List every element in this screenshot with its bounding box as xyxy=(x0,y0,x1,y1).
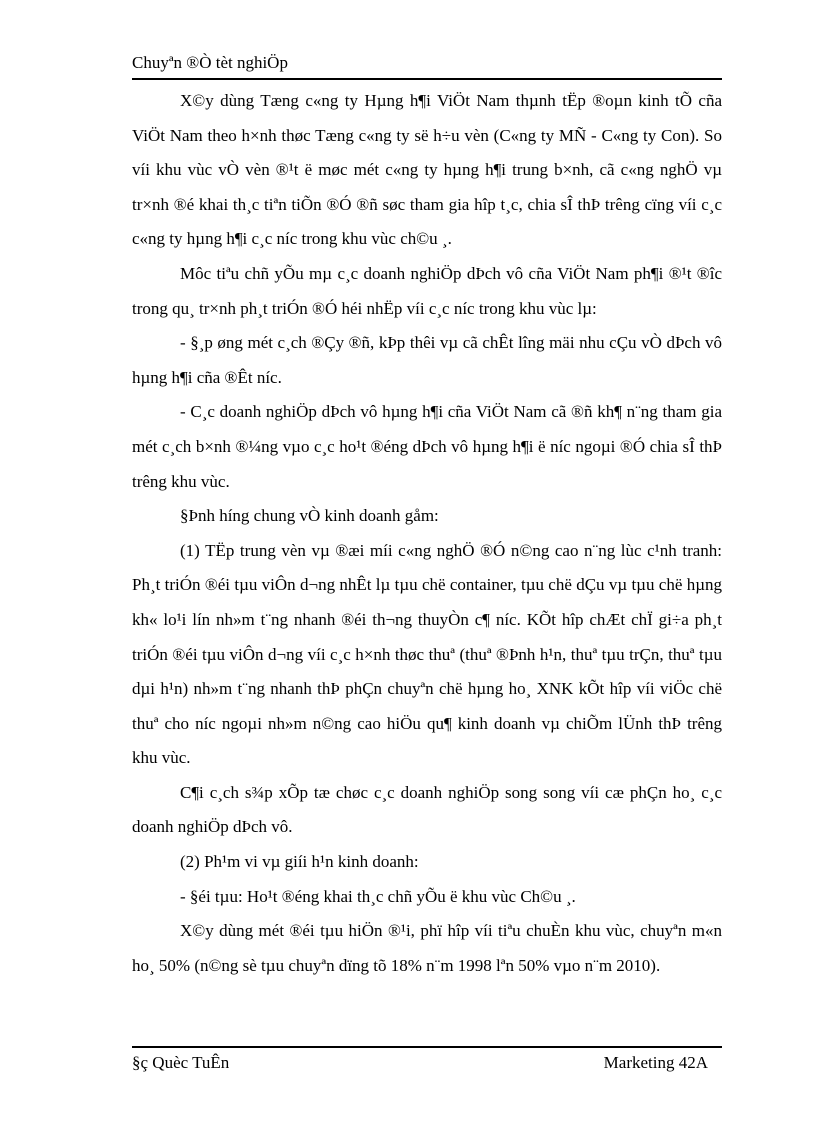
paragraph-organization: X©y dùng Tæng c«ng ty Hµng h¶i ViÖt Nam thµnh tËp ®oµn kinh tÕ cña ViÖt Nam theo h×nh thøc Tæng c«ng ty së h÷u vèn (C«ng ty MÑ - C«ng ty Con). So víi khu vùc vÒ vèn ®¹t ë møc mét c«ng ty hµng h¶i trung b×nh, cã c«ng nghÖ vµ tr×nh ®é khai th¸c tiªn tiÕn ®Ó ®ñ søc tham gia hîp t¸c, chia sÎ thÞ trêng cïng víi c¸c c«ng ty hµng h¶i c¸c níc trong khu vùc ch©u ¸. xyxy=(132,91,722,249)
paragraph-fleet: - §éi tµu: Ho¹t ®éng khai th¸c chñ yÕu ë khu vùc Ch©u ¸. xyxy=(180,886,576,906)
footer-author: §ç Quèc TuÊn xyxy=(132,1053,230,1072)
paragraph-restructuring: C¶i c¸ch s¾p xÕp tæ chøc c¸c doanh nghiÖp song song víi cæ phÇn ho¸ c¸c doanh nghiÖp dÞch vô. xyxy=(132,782,722,837)
document-body xyxy=(132,84,722,983)
paragraph-objective-1: - §¸p øng mét c¸ch ®Çy ®ñ, kÞp thêi vµ cã chÊt lîng mäi nhu cÇu vÒ dÞch vô hµng h¶i cña ®Êt níc. xyxy=(132,333,722,387)
page-footer xyxy=(132,1046,722,1078)
page-header xyxy=(132,52,722,80)
paragraph-objectives: Môc tiªu chñ yÕu mµ c¸c doanh nghiÖp dÞch vô cña ViÖt Nam ph¶i ®¹t ®îc trong qu¸ tr×nh ph¸t triÓn ®Ó héi nhËp víi c¸c níc trong khu vùc lµ: xyxy=(132,263,722,318)
paragraph-direction-2: (2) Ph¹m vi vµ giíi h¹n kinh doanh: xyxy=(180,852,419,872)
paragraph-fleet-modernization: X©y dùng mét ®éi tµu hiÖn ®¹i, phï hîp víi tiªu chuÈn khu vùc, chuyªn m«n ho¸ 50% (n©ng sè tµu chuyªn dïng tõ 18% n¨m 1998 lªn 50% vµo n¨m 2010). xyxy=(132,921,722,975)
paragraph-objective-2: - C¸c doanh nghiÖp dÞch vô hµng h¶i cña ViÖt Nam cã ®ñ kh¶ n¨ng tham gia mét c¸ch b×nh ®¼ng vµo c¸c ho¹t ®éng dÞch vô hµng h¶i ë níc ngoµi ®Ó chia sÎ thÞ trêng khu vùc. xyxy=(132,402,722,491)
footer-course: Marketing 42A xyxy=(603,1053,708,1072)
paragraph-direction-1: (1) TËp trung vèn vµ ®æi míi c«ng nghÖ ®Ó n©ng cao n¨ng lùc c¹nh tranh: Ph¸t triÓn ®éi tµu viÔn d¬ng nhÊt lµ tµu chë container, tµu chë dÇu vµ tµu chë hµng kh« lo¹i lín nh»m t¨ng nhanh ®éi th¬ng thuyÒn c¶ níc. KÕt hîp chÆt chÏ gi÷a ph¸t triÓn ®éi tµu viÔn d¬ng víi c¸c h×nh thøc thuª (thuª ®Þnh h¹n, thuª tµu trÇn, thuª tµu dµi h¹n) nh»m t¨ng nhanh thÞ phÇn chuyªn chë hµng ho¸ XNK kÕt hîp víi viÖc chë thuª cho níc ngoµi nh»m n©ng cao hiÖu qu¶ kinh doanh vµ chiÕm lÜnh thÞ trêng khu vùc. xyxy=(132,540,722,768)
document-title: Chuyªn ®Ò tèt nghiÖp xyxy=(132,53,288,72)
paragraph-direction-heading: §Þnh híng chung vÒ kinh doanh gåm: xyxy=(180,506,439,526)
